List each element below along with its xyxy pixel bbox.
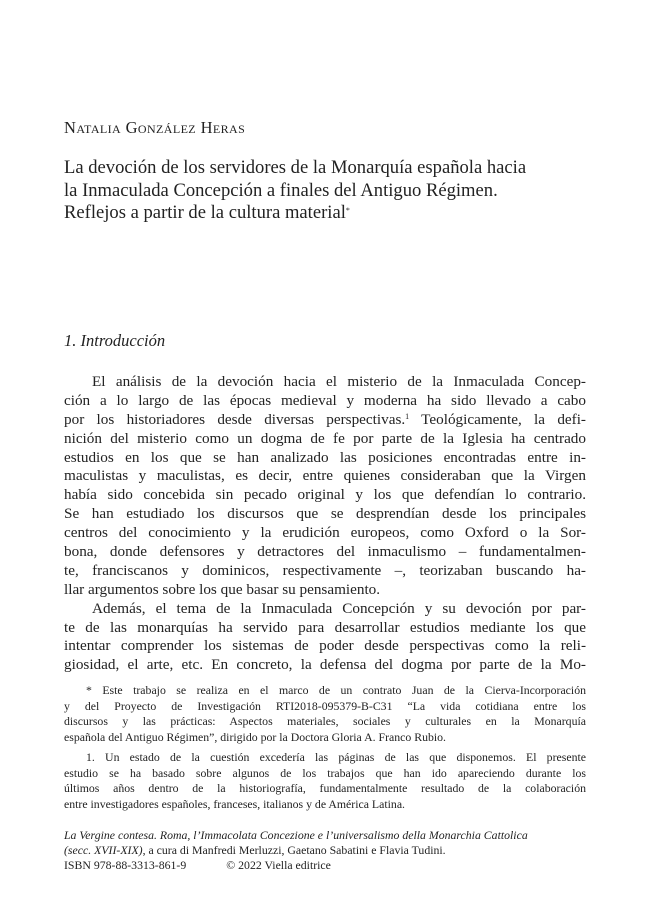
author-name: Natalia González Heras	[64, 118, 246, 137]
isbn: ISBN 978-88-3313-861-9	[64, 858, 187, 873]
body-line: había sido concebida sin pecado original y los que defendían lo contrario.	[64, 486, 586, 504]
footnote-star-line: y del Proyecto de Investigación RTI2018-095379-B-C31 “La vida cotidiana entre los	[64, 698, 586, 713]
footnotes	[64, 683, 586, 812]
body-line: bona, donde defensores y detractores del inmaculismo – fundamentalmen-	[64, 543, 586, 561]
title-line-text: Reflejos a partir de la cultura material	[64, 202, 346, 223]
body-line: giosidad, el arte, etc. En concreto, la defensa del dogma por parte de la Mo-	[64, 656, 586, 674]
footnote-star-line: española del Antiguo Régimen”, dirigido por la Doctora Gloria A. Franco Rubio.	[64, 729, 447, 744]
body-line: estudios en los que se han analizado las posiciones encontradas entre in-	[64, 448, 586, 466]
footnote-one-line: entre investigadores españoles, franceses, italianos y de América Latina.	[64, 796, 405, 811]
footnote-one-line: últimos años dentro de la historiografía, fundamentalmente resultado de la colaboración	[64, 781, 586, 795]
book-title-range: (secc. XVII-XIX)	[64, 843, 143, 858]
book-title-line	[64, 843, 586, 858]
copyright: © 2022 Viella editrice	[226, 858, 331, 873]
footnote-star-line: * Este trabajo se realiza en el marco de un contrato Juan de la Cierva-Incorporación	[86, 683, 586, 697]
title-note-marker: *	[345, 206, 350, 215]
body-line-text: por los historiadores desde diversas perspectivas.	[64, 410, 406, 428]
footnote-star-line: discursos y las prácticas: Aspectos materiales, sociales y culturales en la Monarquía	[64, 714, 586, 728]
body-line: llar argumentos sobre los que basar su pensamiento.	[64, 580, 381, 598]
footnote-one-line: 1. Un estado de la cuestión excedería las páginas de las que disponemos. El presente	[86, 750, 586, 764]
book-editors: , a cura di Manfredi Merluzzi, Gaetano Sabatini e Flavia Tudini.	[142, 843, 446, 858]
body-line: nición del misterio como un dogma de fe por parte de la Iglesia ha centrado	[64, 429, 586, 447]
body-line: centros del conocimiento y la erudición europeos, como Oxford o la Sor-	[64, 524, 586, 542]
body-line: intentar comprender los sistemas de poder desde perspectivas como la reli-	[64, 637, 586, 655]
title-line: La devoción de los servidores de la Monarquía española hacia	[64, 157, 527, 178]
title-line	[64, 202, 604, 225]
body-line: ción a lo largo de las épocas medieval y moderna ha sido llevado a cabo	[64, 391, 586, 409]
footnote-one-line: estudio se ha basado sobre algunos de los trabajos que han ido apareciendo durante los	[64, 765, 586, 780]
isbn-line	[64, 858, 586, 873]
body-text	[64, 373, 586, 675]
section-heading: 1. Introducción	[64, 331, 166, 350]
chapter-title	[64, 157, 604, 225]
body-line: El análisis de la devoción hacia el misterio de la Inmaculada Concep-	[92, 373, 586, 390]
colophon	[64, 828, 586, 874]
body-line: Además, el tema de la Inmaculada Concepción y su devoción por par-	[92, 599, 586, 617]
title-line: la Inmaculada Concepción a finales del Antiguo Régimen.	[64, 179, 498, 201]
footnote-ref-marker: 1	[405, 411, 410, 421]
book-title-line: La Vergine contesa. Roma, l’Immacolata Concezione e l’universalismo della Monarchia Cattolica	[64, 828, 528, 842]
body-line	[64, 411, 586, 430]
body-line-tail: Teológicamente, la defi-	[409, 410, 586, 428]
body-line: te, franciscanos y dominicos, respectivamente –, teorizaban buscando ha-	[64, 561, 586, 579]
body-line: te de las monarquías ha servido para desarrollar estudios mediante los que	[64, 618, 586, 636]
body-line: Se han estudiado los discursos que se desprendían desde los principales	[64, 505, 586, 523]
body-line: maculistas y maculistas, es decir, entre quienes consideraban que la Virgen	[64, 467, 586, 485]
